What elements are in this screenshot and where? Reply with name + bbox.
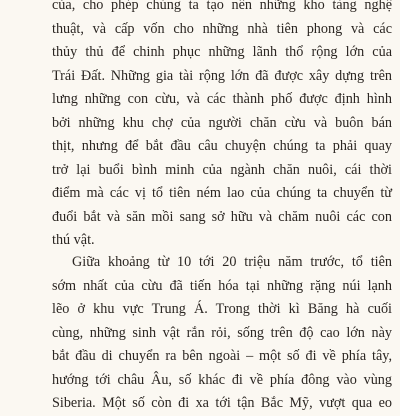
text-line: lẽo ở khu vực Trung Á. Trong thời kì Băng hà cuối — [52, 301, 392, 317]
text-line: Trái Đất. Những gia tài rộng lớn đã được xây dựng trên — [52, 67, 392, 84]
paragraph-1 — [52, 0, 392, 253]
text-line: cùng, những sinh vật rắn rỏi, sống trên độ cao lớn này — [52, 324, 392, 341]
paragraph-2 — [52, 251, 392, 416]
text-line: bắt đầu di chuyển ra bên ngoài – một số đi về phía tây, — [52, 348, 392, 364]
text-line: thủy thủ để chinh phục những lãnh thổ rộng lớn của — [52, 44, 392, 60]
text-line: lưng những con cừu, và các thành phố được định hình — [52, 91, 392, 107]
text-line: trở lại buổi bình minh của ngành chăn nuôi, cái thời — [52, 161, 392, 178]
text-line: sớm nhất của cừu đã tiến hóa tại những rặng núi lạnh — [52, 277, 392, 294]
text-line: thú vật. — [52, 232, 95, 248]
text-line: hướng tới châu Âu, số khác đi về phía đông vào vùng — [52, 371, 392, 388]
text-line: điểm mà các vị tổ tiên ném lao của chúng ta chuyển từ — [52, 185, 392, 201]
text-line: Giữa khoảng từ 10 tới 20 triệu năm trước, tổ tiên — [72, 254, 392, 270]
text-line: thịt, nhưng để bắt đầu câu chuyện chúng ta phải quay — [52, 138, 392, 154]
text-line: Siberia. Một số còn đi xa tới tận Bắc Mỹ, vượt qua eo — [52, 395, 392, 411]
text-line: thuật, và cấp vốn cho những nhà tiên phong và các — [52, 20, 392, 37]
text-line: đuổi bắt và săn mồi sang sở hữu và chăm nuôi các con — [52, 208, 392, 225]
text-line: bởi những khu chợ của người chăn cừu và buôn bán — [52, 114, 392, 131]
text-line: của, cho phép chúng ta tạo nên những kho tàng nghệ — [52, 0, 392, 13]
